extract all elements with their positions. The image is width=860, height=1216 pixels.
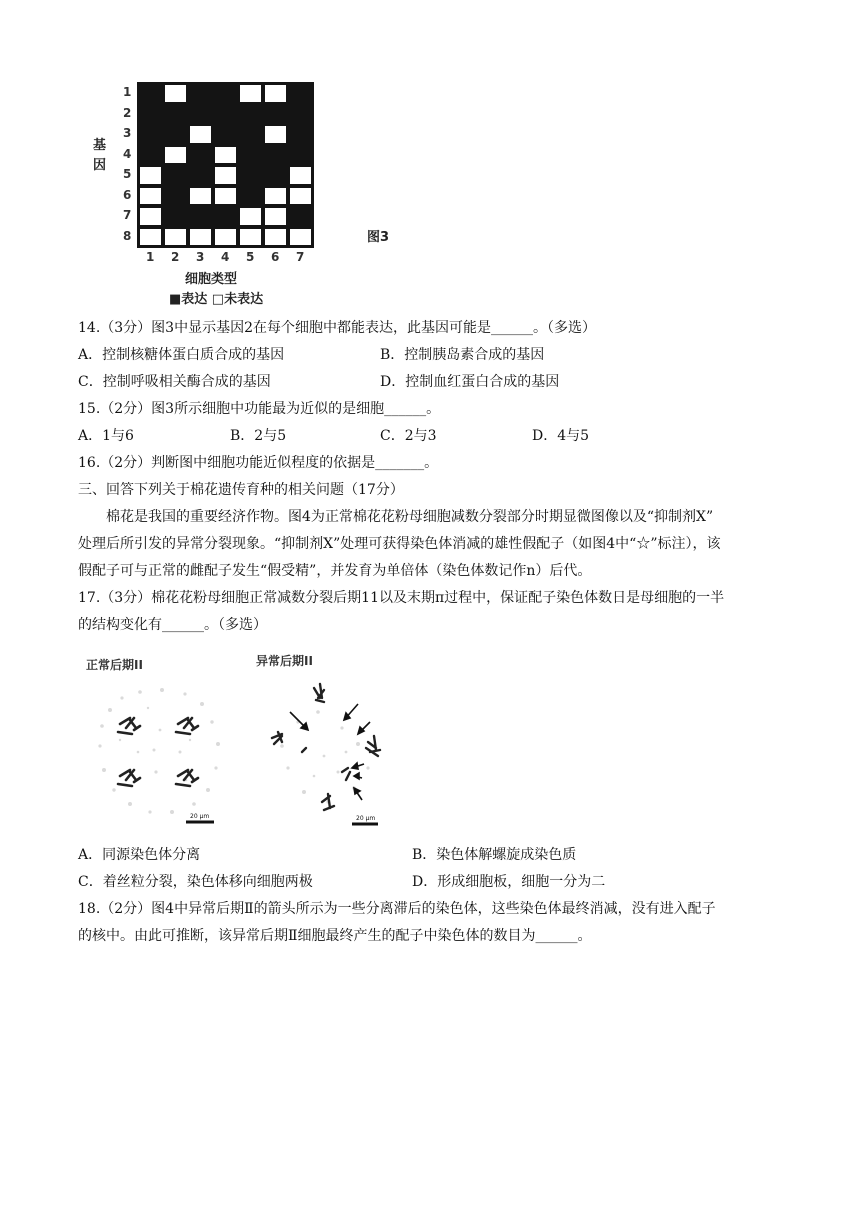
abnormal-scale-bar-label: 20 μm [356,815,376,822]
question-17-option-b: B．染色体解螺旋成染色质 [412,847,577,863]
not-expressed-cell [190,188,211,205]
expressed-cell [165,167,186,184]
expressed-cell [290,147,311,164]
expressed-cell [290,106,311,123]
expressed-cell [215,208,236,225]
normal-scale-bar-label: 20 μm [190,813,210,820]
expressed-cell [265,106,286,123]
section-3-paragraph-line-2: 处理后所引发的异常分裂现象。“抑制剂X”处理可获得染色体消减的雄性假配子（如图4中“☆”标注），该 [78,536,721,552]
cell-type-column-label: 5 [246,250,255,264]
not-expressed-cell [140,167,161,184]
not-expressed-cell [215,229,236,246]
expressed-cell [240,167,261,184]
question-16-stem: 16.（2分）判断图中细胞功能近似程度的依据是_______。 [78,455,439,471]
question-14-option-d: D．控制血红蛋白合成的基因 [380,374,560,390]
expressed-cell [190,85,211,102]
question-18-stem-line-1: 18.（2分）图4中异常后期Ⅱ的箭头所示为一些分离滞后的染色体，这些染色体最终消减，没有进入配子 [78,901,716,917]
figure-4-normal-label: 正常后期II [86,658,143,672]
cell-type-column-label: 2 [171,250,180,264]
expressed-cell [140,106,161,123]
expressed-cell [215,106,236,123]
figure-3-expression-grid [137,82,314,248]
not-expressed-cell [265,229,286,246]
gene-row-label: 8 [123,228,132,243]
expressed-cell [165,208,186,225]
not-expressed-cell [215,147,236,164]
question-15-option-b: B．2与5 [230,428,287,444]
gene-row-label: 1 [123,85,132,99]
not-expressed-cell [140,188,161,205]
question-17-option-a: A．同源染色体分离 [78,847,201,863]
figure-3-legend: ■表达 □未表达 [169,292,264,307]
figure-3 [85,78,405,308]
not-expressed-cell [190,229,211,246]
not-expressed-cell [265,85,286,102]
not-expressed-cell [240,208,261,225]
expressed-cell [140,85,161,102]
question-18-stem-line-2: 的核中。由此可推断，该异常后期Ⅱ细胞最终产生的配子中染色体的数目为______。 [78,928,592,944]
not-expressed-cell [140,229,161,246]
question-15-option-a: A．1与6 [78,428,134,444]
not-expressed-cell [290,229,311,246]
question-17-stem-line-1: 17.（3分）棉花花粉母细胞正常减数分裂后期11以及末期π过程中，保证配子染色体数日是母细胞的一半 [78,590,725,606]
figure-4-abnormal-label: 异常后期II [256,654,313,668]
question-17-stem-line-2: 的结构变化有______。（多选） [78,617,267,633]
not-expressed-cell [190,126,211,143]
gene-row-label: 6 [123,187,132,202]
expressed-cell [190,208,211,225]
cell-type-column-label: 1 [146,250,155,264]
expressed-cell [190,147,211,164]
not-expressed-cell [265,208,286,225]
expressed-cell [265,167,286,184]
expressed-cell [190,167,211,184]
expressed-cell [140,147,161,164]
gene-row-label: 5 [123,167,132,181]
expressed-cell [165,126,186,143]
cell-type-column-label: 4 [221,250,230,264]
not-expressed-cell [215,188,236,205]
expressed-cell [240,126,261,143]
not-expressed-cell [240,229,261,246]
section-3-paragraph-line-1: 棉花是我国的重要经济作物。图4为正常棉花花粉母细胞减数分裂部分时期显微图像以及“抑制剂X” [106,509,714,525]
cell-type-column-label: 6 [271,250,280,264]
question-14-option-b: B．控制胰岛素合成的基因 [380,347,545,363]
cell-type-column-label: 7 [296,250,305,264]
not-expressed-cell [240,85,261,102]
gene-row-label: 7 [123,208,132,222]
gene-row-label: 4 [123,146,132,161]
gene-row-label: 3 [123,126,132,140]
not-expressed-cell [165,85,186,102]
question-15-stem: 15.（2分）图3所示细胞中功能最为近似的是细胞______。 [78,401,441,417]
expressed-cell [290,208,311,225]
expressed-cell [190,106,211,123]
question-14-stem: 14.（3分）图3中显示基因2在每个细胞中都能表达，此基因可能是______。（多选） [78,320,596,336]
expressed-cell [165,106,186,123]
cell-type-column-label: 3 [196,250,205,264]
not-expressed-cell [140,208,161,225]
not-expressed-cell [165,229,186,246]
question-15-option-d: D．4与5 [532,428,590,444]
not-expressed-cell [215,167,236,184]
gene-row-label: 2 [123,105,132,120]
expressed-cell [240,188,261,205]
expressed-cell [290,85,311,102]
expressed-cell [215,126,236,143]
expressed-cell [165,188,186,205]
expressed-cell [290,126,311,143]
expressed-cell [265,147,286,164]
abnormal-anaphase-ii-micrograph [258,672,408,837]
not-expressed-cell [290,188,311,205]
question-14-option-a: A．控制核糖体蛋白质合成的基因 [78,347,285,363]
expressed-cell [215,85,236,102]
figure-4 [80,648,410,838]
normal-anaphase-ii-micrograph [90,680,230,835]
question-14-option-c: C．控制呼吸相关酶合成的基因 [78,374,271,390]
expressed-cell [140,126,161,143]
figure-3-label: 图3 [367,230,390,245]
question-17-option-c: C．着丝粒分裂，染色体移向细胞两极 [78,874,313,890]
expressed-cell [240,106,261,123]
figure-3-y-axis-label-2: 因 [93,158,107,173]
not-expressed-cell [265,188,286,205]
not-expressed-cell [265,126,286,143]
question-17-option-d: D．形成细胞板，细胞一分为二 [412,874,606,890]
question-15-option-c: C．2与3 [380,428,437,444]
figure-3-y-axis-label-1: 基 [93,138,107,153]
figure-3-x-axis-title: 细胞类型 [185,272,238,287]
not-expressed-cell [290,167,311,184]
expressed-cell [240,147,261,164]
section-3-paragraph-line-3: 假配子可与正常的雌配子发生“假受精”，并发育为单倍体（染色体数记作n）后代。 [78,563,592,579]
not-expressed-cell [165,147,186,164]
section-3-heading: 三、回答下列关于棉花遗传育种的相关问题（17分） [78,482,404,498]
